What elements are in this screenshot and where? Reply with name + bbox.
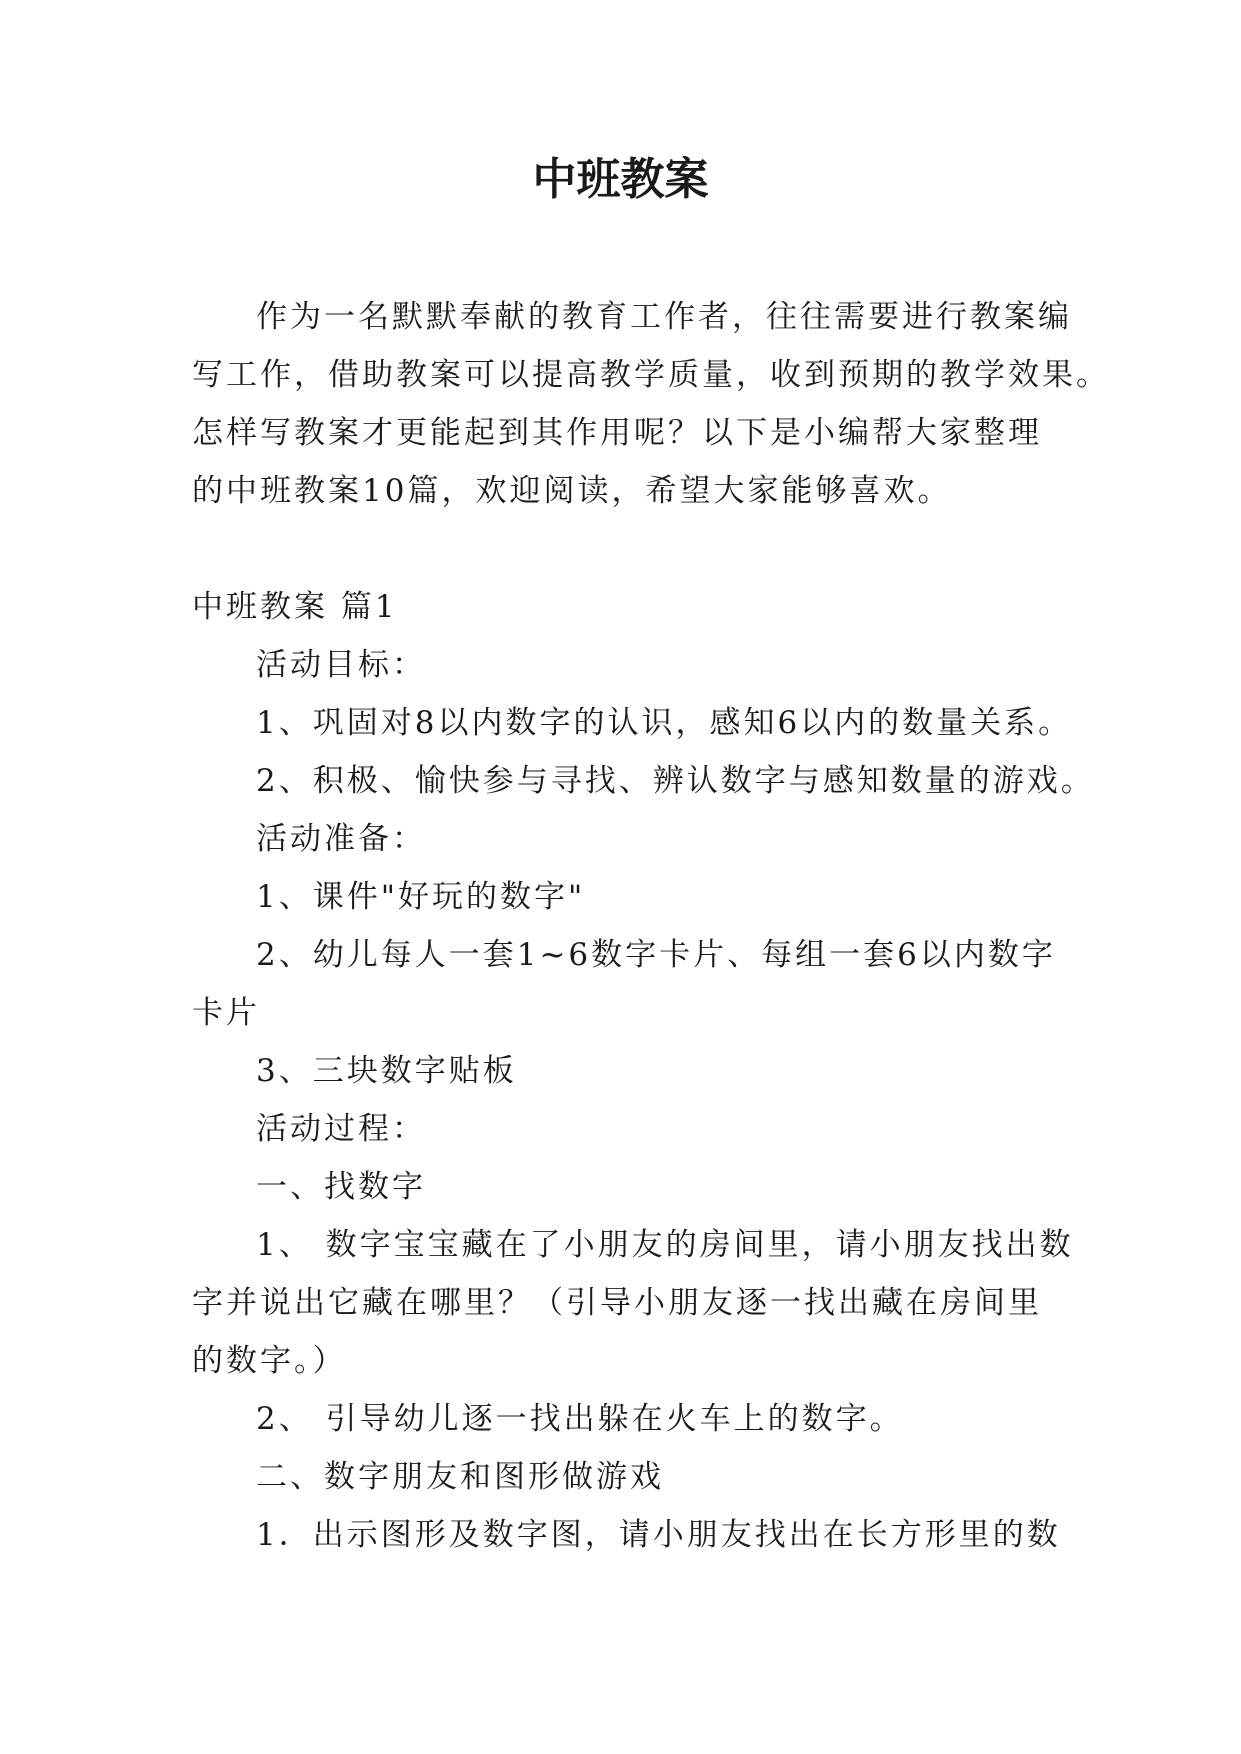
body-line: 的数字。） bbox=[192, 1343, 347, 1379]
intro-line: 的中班教案10篇，欢迎阅读，希望大家能够喜欢。 bbox=[192, 473, 952, 509]
body-line: 1、课件"好玩的数字" bbox=[256, 879, 586, 915]
body-line: 3、三块数字贴板 bbox=[256, 1053, 517, 1089]
body-line: 活动准备： bbox=[256, 821, 426, 857]
lesson-body bbox=[192, 578, 1095, 1564]
intro-line: 作为一名默默奉献的教育工作者，往往需要进行教案编 bbox=[256, 299, 1072, 335]
body-line: 一、找数字 bbox=[256, 1169, 426, 1205]
body-line: 卡片 bbox=[192, 995, 260, 1031]
body-line: 二、数字朋友和图形做游戏 bbox=[256, 1459, 664, 1495]
section-heading: 中班教案 篇1 bbox=[192, 589, 398, 625]
body-line: 1、 数字宝宝藏在了小朋友的房间里，请小朋友找出数 bbox=[256, 1227, 1074, 1263]
intro-line: 怎样写教案才更能起到其作用呢？以下是小编帮大家整理 bbox=[192, 415, 1042, 451]
body-line: 1．出示图形及数字图，请小朋友找出在长方形里的数 bbox=[256, 1517, 1061, 1553]
body-line: 字并说出它藏在哪里？（引导小朋友逐一找出藏在房间里 bbox=[192, 1285, 1042, 1321]
body-line: 2、 引导幼儿逐一找出躲在火车上的数字。 bbox=[256, 1401, 904, 1437]
body-line: 2、幼儿每人一套1~6数字卡片、每组一套6以内数字 bbox=[256, 937, 1056, 973]
body-line: 1、巩固对8以内数字的认识，感知6以内的数量关系。 bbox=[256, 705, 1073, 741]
body-line: 2、积极、愉快参与寻找、辨认数字与感知数量的游戏。 bbox=[256, 763, 1095, 799]
intro-line: 写工作，借助教案可以提高教学质量，收到预期的教学效果。 bbox=[192, 357, 1110, 393]
body-line: 活动过程： bbox=[256, 1111, 426, 1147]
document-title: 中班教案 bbox=[532, 154, 709, 205]
body-line: 活动目标： bbox=[256, 647, 426, 683]
intro-paragraph bbox=[192, 288, 1110, 520]
